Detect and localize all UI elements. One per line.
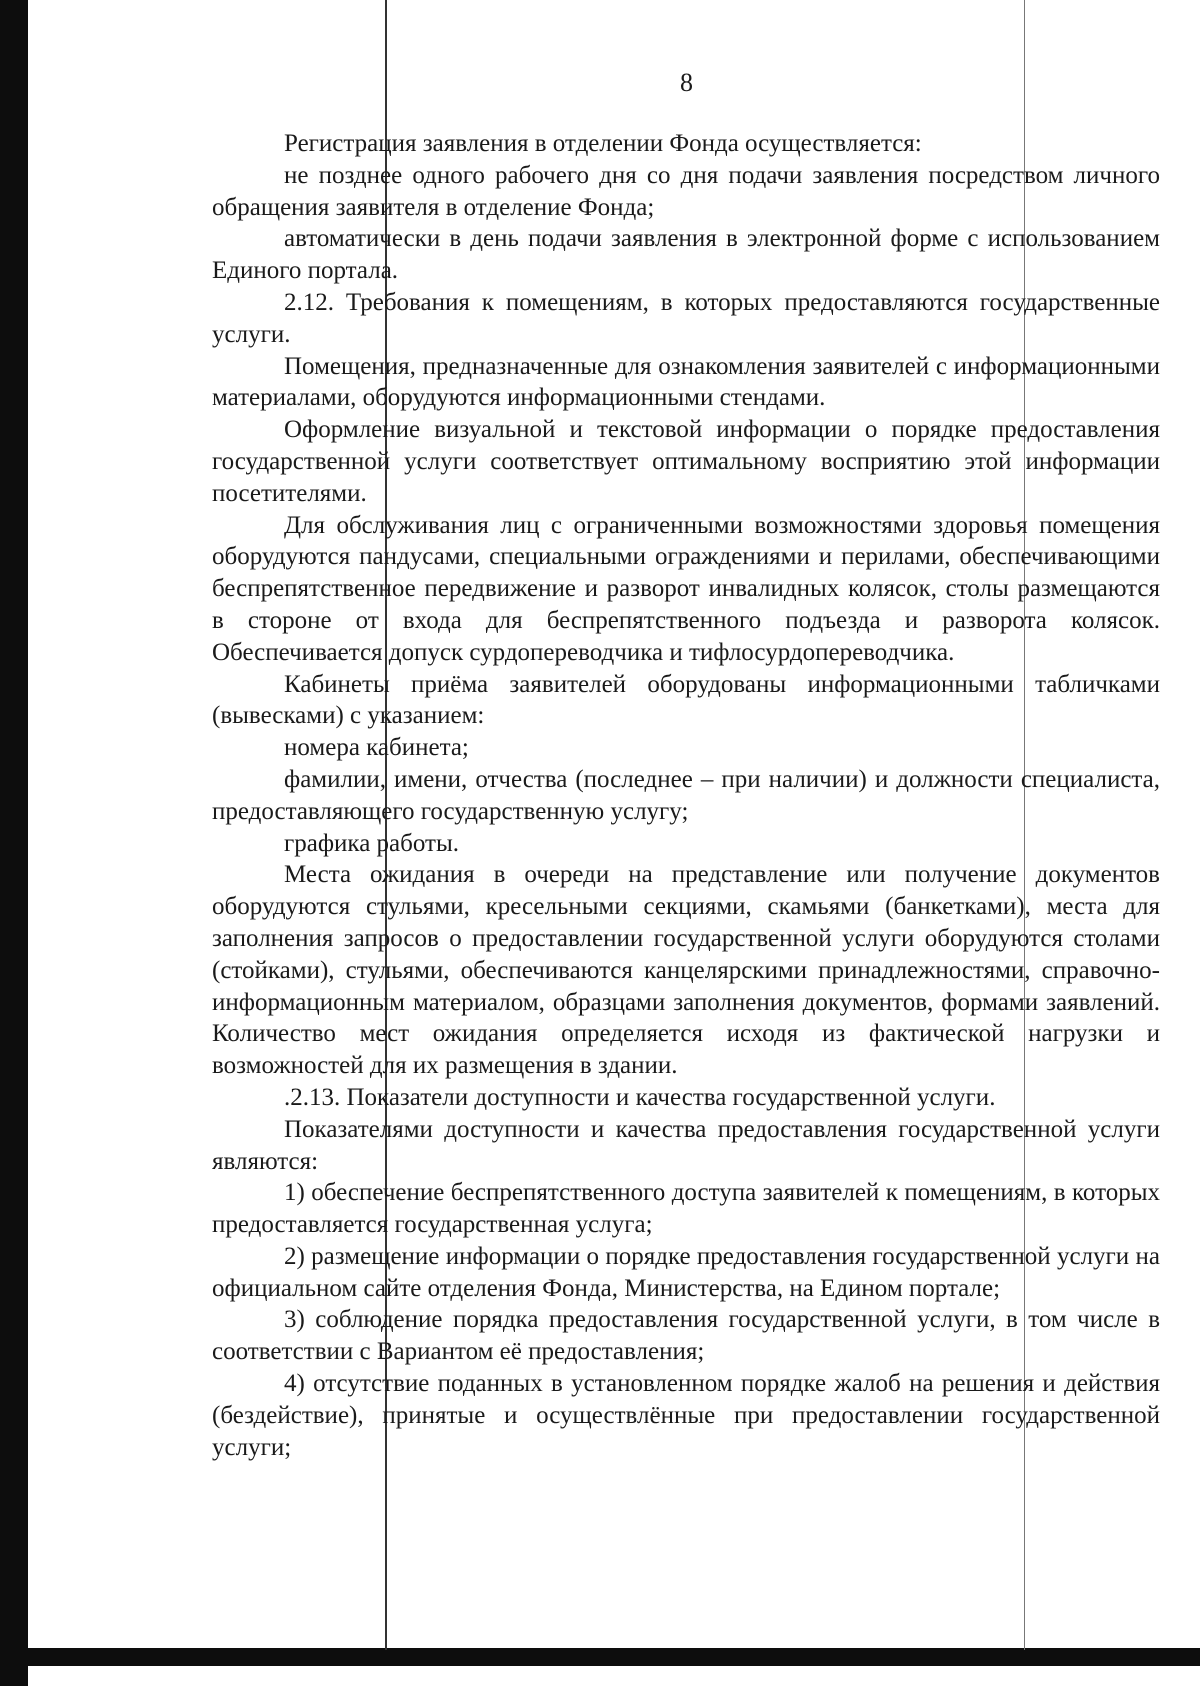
list-item: 1) обеспечение беспрепятственного доступа заявителей к помещениям, в которых предоставляется государственная услуга; [212,1179,1160,1239]
section-heading: 2.12. Требования к помещениям, в которых предоставляются государственные услуги. [212,288,1160,348]
scan-edge-left [0,0,28,1686]
paragraph: Оформление визуальной и текстовой информации о порядке предоставления государственной услуги соответствует оптимальному восприятию этой информации посетителями. [212,416,1160,507]
paragraph: автоматически в день подачи заявления в электронной форме с использованием Единого портала. [212,225,1160,285]
list-item: фамилии, имени, отчества (последнее – при наличии) и должности специалиста, предоставляющего государственную услугу; [212,765,1160,825]
paragraph: Регистрация заявления в отделении Фонда осуществляется: [284,130,922,157]
page-number: 8 [680,68,693,97]
scan-edge-bottom [28,1648,1200,1666]
paragraph: Места ожидания в очереди на представление или получение документов оборудуются стульями, кресельными секциями, скамьями (банкетками), места для заполнения запросов о предоставлении государственной услуги оборудуются столами (стойками), стульями, обеспечиваются канцелярскими принадлежностями, справочно-информационным материалом, образцами заполнения документов, формами заявлений. Количество мест ожидания определяется исходя из фактической нагрузки и возможностей для их размещения в здании. [212,861,1160,1080]
list-item: номера кабинета; [284,734,469,762]
section-heading: .2.13. Показатели доступности и качества государственной услуги. [284,1083,996,1111]
document-body [212,128,1160,1463]
paragraph: Для обслуживания лиц с ограниченными возможностями здоровья помещения оборудуются пандусами, специальными ограждениями и перилами, обеспечивающими беспрепятственное передвижение и разворот инвалидных колясок, столы размещаются в стороне от входа для беспрепятственного подъезда и разворота колясок. Обеспечивается допуск сурдопереводчика и тифлосурдопереводчика. [212,511,1160,666]
list-item: графика работы. [284,829,459,857]
list-item: 4) отсутствие поданных в установленном порядке жалоб на решения и действия (бездействие), принятые и осуществлённые при предоставлении государственной услуги; [212,1370,1160,1461]
list-item: 3) соблюдение порядка предоставления государственной услуги, в том числе в соответствии с Вариантом её предоставления; [212,1306,1160,1366]
paragraph: Показателями доступности и качества предоставления государственной услуги являются: [212,1115,1160,1175]
paragraph: Кабинеты приёма заявителей оборудованы информационными табличками (вывесками) с указанием: [212,670,1160,730]
list-item: 2) размещение информации о порядке предоставления государственной услуги на официальном сайте отделения Фонда, Министерства, на Едином портале; [212,1242,1160,1302]
paragraph: Помещения, предназначенные для ознакомления заявителей с информационными материалами, оборудуются информационными стендами. [212,352,1160,412]
paragraph: не позднее одного рабочего дня со дня подачи заявления посредством личного обращения заявителя в отделение Фонда; [212,161,1160,221]
